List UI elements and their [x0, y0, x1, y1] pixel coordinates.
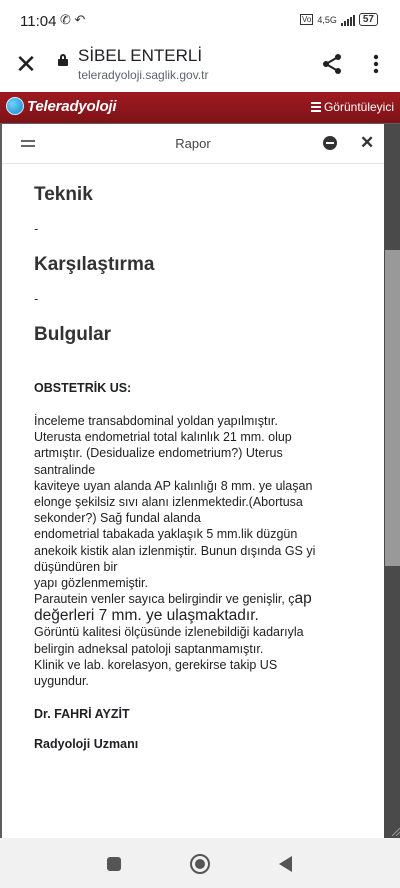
report-line: Görüntü kalitesi ölçüsünde izlenebildiği kadarıyla	[34, 625, 304, 640]
report-line: yapı gözlenmemiştir.	[34, 576, 148, 591]
system-nav-bar	[0, 838, 400, 888]
report-line: belirgin adneksal patoloji saptanmamıştır.	[34, 641, 264, 656]
list-icon	[311, 102, 321, 112]
section-value: -	[34, 221, 39, 236]
report-line-part: ap	[294, 590, 312, 608]
status-indicators	[300, 13, 378, 26]
status-bar	[0, 0, 400, 42]
network-label: 4,5G	[317, 14, 337, 25]
back-button[interactable]	[279, 856, 292, 872]
app-header	[0, 92, 400, 123]
minimize-icon[interactable]	[323, 136, 337, 150]
report-line-part: Parautein venler sayıca belirgindir ve genişlir, ç	[34, 592, 295, 607]
lock-icon[interactable]	[58, 54, 68, 66]
close-tab-button[interactable]: ✕	[15, 49, 37, 79]
whatsapp-icon: ✆	[60, 12, 71, 27]
report-line: santralinde	[34, 462, 96, 477]
modal-title: Rapor	[175, 136, 211, 151]
report-line: düşündüren bir	[34, 559, 118, 574]
doctor-name: Dr. FAHRİ AYZİT	[34, 707, 130, 722]
logo-text: Teleradyoloji	[27, 97, 117, 115]
report-line: uygundur.	[34, 674, 89, 689]
report-line: artmıştır. (Desidualize endometrium?) Uterus	[34, 446, 283, 461]
modal-body[interactable]	[2, 165, 384, 838]
logo-icon	[6, 97, 24, 115]
home-button[interactable]	[190, 854, 210, 874]
close-icon[interactable]: ✕	[360, 133, 375, 152]
section-heading: Karşılaştırma	[34, 254, 155, 275]
app-logo[interactable]	[6, 97, 116, 115]
browser-toolbar	[0, 42, 400, 92]
report-line: anekoik kistik alan izlenmiştir. Bunun dışında GS yi	[34, 543, 316, 558]
page-scrollbar-thumb[interactable]	[385, 250, 400, 566]
section-heading: Teknik	[34, 184, 93, 205]
report-line: kaviteye uyan alanda AP kalınlığı 8 mm. ye ulaşan	[34, 478, 313, 493]
doctor-title: Radyoloji Uzmanı	[34, 737, 139, 752]
notification-icons	[60, 12, 85, 28]
modal-header	[2, 124, 384, 164]
volte-icon: Vo	[302, 15, 312, 24]
section-heading: Bulgular	[34, 324, 112, 345]
report-content	[34, 183, 364, 751]
battery-icon: 57	[359, 13, 378, 26]
resize-handle-icon[interactable]	[392, 828, 400, 836]
report-line: İnceleme transabdominal yoldan yapılmıştır.	[34, 414, 278, 428]
viewer-link[interactable]	[311, 100, 394, 114]
overflow-menu-icon[interactable]	[366, 52, 386, 76]
report-line: endometrial tabakada yaklaşık 5 mm.lik düzgün	[34, 527, 298, 542]
recents-button[interactable]	[107, 857, 121, 871]
url-text[interactable]: teleradyoloji.saglik.gov.tr	[78, 68, 209, 82]
viewer-label: Görüntüleyici	[323, 100, 394, 114]
share-icon[interactable]	[320, 52, 344, 76]
missed-call-icon: ↶	[74, 12, 86, 27]
report-line: sekonder?) Sağ fundal alanda	[34, 511, 201, 526]
status-time: 11:04	[20, 13, 57, 30]
report-text	[34, 413, 364, 689]
page-title: SİBEL ENTERLİ	[78, 46, 203, 65]
report-line: elonge şekilsiz sıvı alanı izlenmektedir.(Abortusa	[34, 495, 303, 510]
signal-icon	[341, 14, 355, 26]
report-line: Uterusta endometrial total kalınlık 21 mm. olup	[34, 430, 292, 445]
report-line: Klinik ve lab. korelasyon, gerekirse takip US	[34, 657, 278, 672]
report-line: değerleri 7 mm. ye ulaşmaktadır.	[34, 607, 259, 625]
report-modal	[2, 124, 384, 838]
report-line	[34, 591, 364, 607]
report-title: OBSTETRİK US:	[34, 381, 132, 395]
section-value: -	[34, 291, 39, 306]
